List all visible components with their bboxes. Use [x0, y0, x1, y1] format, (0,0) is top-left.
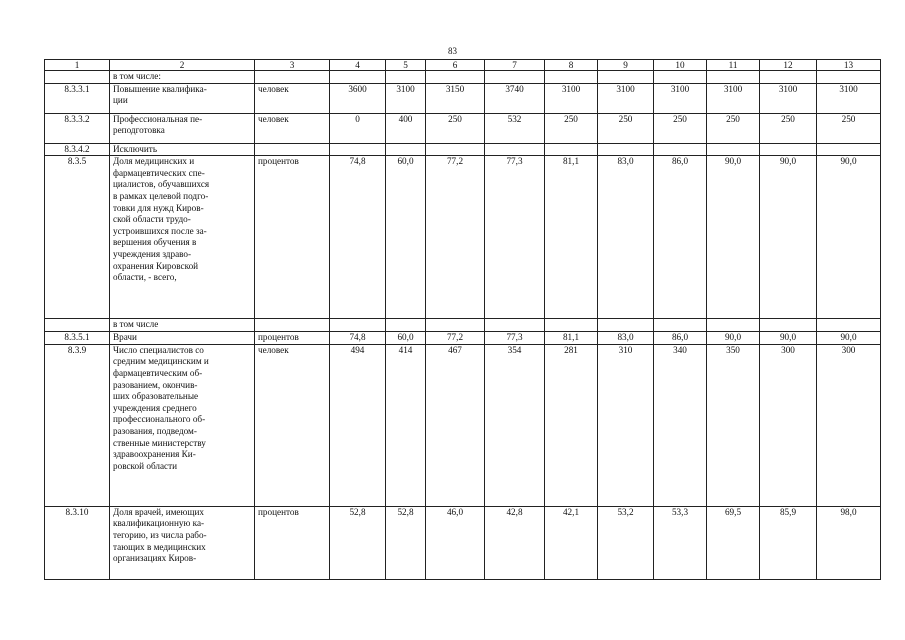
row-code [45, 319, 110, 332]
table-row [45, 331, 881, 344]
row-value [760, 71, 817, 84]
row-value [426, 71, 485, 84]
row-indicator-name: в том числе [110, 319, 255, 332]
row-value [598, 71, 654, 84]
row-value: 53,2 [598, 506, 654, 579]
row-value [330, 71, 386, 84]
row-value: 83,0 [598, 331, 654, 344]
row-value: 90,0 [817, 156, 881, 319]
row-value: 3100 [707, 83, 760, 113]
row-value: 60,0 [386, 331, 426, 344]
row-value: 3100 [654, 83, 707, 113]
row-value: 310 [598, 344, 654, 506]
row-value: 98,0 [817, 506, 881, 579]
row-indicator-name: Исключить [110, 143, 255, 156]
row-code: 8.3.10 [45, 506, 110, 579]
row-value: 77,3 [485, 156, 545, 319]
table-row [45, 319, 881, 332]
row-value [817, 143, 881, 156]
row-value: 86,0 [654, 156, 707, 319]
row-value [330, 143, 386, 156]
row-value: 3100 [760, 83, 817, 113]
row-indicator-name: в том числе: [110, 71, 255, 84]
row-code: 8.3.5 [45, 156, 110, 319]
table-row [45, 113, 881, 143]
row-value [707, 319, 760, 332]
row-value: 69,5 [707, 506, 760, 579]
row-value: 494 [330, 344, 386, 506]
row-value: 300 [817, 344, 881, 506]
row-unit [255, 143, 330, 156]
row-value: 250 [545, 113, 598, 143]
row-value [707, 143, 760, 156]
row-code: 8.3.9 [45, 344, 110, 506]
row-value [760, 319, 817, 332]
row-value [760, 143, 817, 156]
row-value: 3100 [817, 83, 881, 113]
row-value: 350 [707, 344, 760, 506]
row-value: 52,8 [386, 506, 426, 579]
row-code: 8.3.3.2 [45, 113, 110, 143]
table-row [45, 156, 881, 319]
table-row [45, 71, 881, 84]
row-value: 0 [330, 113, 386, 143]
indicators-table [44, 59, 881, 580]
row-value: 52,8 [330, 506, 386, 579]
row-value: 3100 [598, 83, 654, 113]
row-indicator-name: Число специалистов со средним медицинским и фармацевтическим об- разованием, окончив- ших образовательные учреждения среднего профессионального об- разования, подведом- ственные министерству здравоохранения Ки- ровской области [110, 344, 255, 506]
row-value: 250 [654, 113, 707, 143]
row-value: 90,0 [760, 331, 817, 344]
row-value: 3100 [545, 83, 598, 113]
column-header: 8 [545, 60, 598, 71]
column-number-row [45, 60, 881, 71]
row-value [598, 143, 654, 156]
row-value: 85,9 [760, 506, 817, 579]
row-unit: человек [255, 113, 330, 143]
row-value: 3600 [330, 83, 386, 113]
row-value: 46,0 [426, 506, 485, 579]
column-header: 7 [485, 60, 545, 71]
row-value [654, 143, 707, 156]
row-unit: процентов [255, 331, 330, 344]
row-indicator-name: Врачи [110, 331, 255, 344]
row-value [386, 143, 426, 156]
row-code: 8.3.3.1 [45, 83, 110, 113]
row-code: 8.3.4.2 [45, 143, 110, 156]
row-value [545, 319, 598, 332]
table-row [45, 506, 881, 579]
row-code: 8.3.5.1 [45, 331, 110, 344]
row-value: 281 [545, 344, 598, 506]
row-code [45, 71, 110, 84]
row-indicator-name: Доля медицинских и фармацевтических спе- циалистов, обучавшихся в рамках целевой подго- товки для нужд Киров- ской области трудо- устроившихся после за- вершения обучения в учреждения здраво- охранения Кировской области, - всего, [110, 156, 255, 319]
row-indicator-name: Профессиональная пе- реподготовка [110, 113, 255, 143]
row-value: 42,8 [485, 506, 545, 579]
row-value [386, 319, 426, 332]
column-header: 2 [110, 60, 255, 71]
row-value: 467 [426, 344, 485, 506]
column-header: 4 [330, 60, 386, 71]
row-indicator-name: Доля врачей, имеющих квалификационную ка- тегорию, из числа рабо- тающих в медицинских организациях Киров- [110, 506, 255, 579]
row-value [330, 319, 386, 332]
row-value: 3150 [426, 83, 485, 113]
column-header: 3 [255, 60, 330, 71]
row-value [485, 71, 545, 84]
row-value: 250 [760, 113, 817, 143]
row-unit: процентов [255, 156, 330, 319]
table-row [45, 83, 881, 113]
row-value [426, 143, 485, 156]
row-value: 77,3 [485, 331, 545, 344]
column-header: 1 [45, 60, 110, 71]
row-unit: процентов [255, 506, 330, 579]
row-value: 81,1 [545, 331, 598, 344]
row-value: 354 [485, 344, 545, 506]
row-value: 90,0 [817, 331, 881, 344]
page-number: 83 [448, 46, 457, 56]
row-value: 340 [654, 344, 707, 506]
row-value: 3100 [386, 83, 426, 113]
row-value [817, 71, 881, 84]
row-value: 300 [760, 344, 817, 506]
table-row [45, 344, 881, 506]
row-value [545, 143, 598, 156]
row-value: 3740 [485, 83, 545, 113]
table-row [45, 143, 881, 156]
row-value [485, 143, 545, 156]
row-value [817, 319, 881, 332]
row-value [598, 319, 654, 332]
row-unit [255, 71, 330, 84]
column-header: 5 [386, 60, 426, 71]
row-value: 60,0 [386, 156, 426, 319]
row-value: 250 [598, 113, 654, 143]
row-value [386, 71, 426, 84]
row-unit: человек [255, 83, 330, 113]
row-value [707, 71, 760, 84]
column-header: 9 [598, 60, 654, 71]
row-value: 53,3 [654, 506, 707, 579]
row-value: 77,2 [426, 331, 485, 344]
row-value [654, 319, 707, 332]
row-value [545, 71, 598, 84]
row-value: 81,1 [545, 156, 598, 319]
row-value: 74,8 [330, 156, 386, 319]
row-value: 90,0 [760, 156, 817, 319]
row-value: 74,8 [330, 331, 386, 344]
column-header: 6 [426, 60, 485, 71]
row-value: 90,0 [707, 331, 760, 344]
row-unit [255, 319, 330, 332]
row-value: 83,0 [598, 156, 654, 319]
row-value: 250 [707, 113, 760, 143]
row-value: 414 [386, 344, 426, 506]
row-value: 250 [817, 113, 881, 143]
row-value: 42,1 [545, 506, 598, 579]
column-header: 11 [707, 60, 760, 71]
column-header: 12 [760, 60, 817, 71]
column-header: 10 [654, 60, 707, 71]
row-value: 250 [426, 113, 485, 143]
row-value: 400 [386, 113, 426, 143]
row-value: 86,0 [654, 331, 707, 344]
row-value [485, 319, 545, 332]
column-header: 13 [817, 60, 881, 71]
row-value: 77,2 [426, 156, 485, 319]
row-value [654, 71, 707, 84]
row-indicator-name: Повышение квалифика- ции [110, 83, 255, 113]
row-value: 90,0 [707, 156, 760, 319]
row-unit: человек [255, 344, 330, 506]
row-value: 532 [485, 113, 545, 143]
row-value [426, 319, 485, 332]
